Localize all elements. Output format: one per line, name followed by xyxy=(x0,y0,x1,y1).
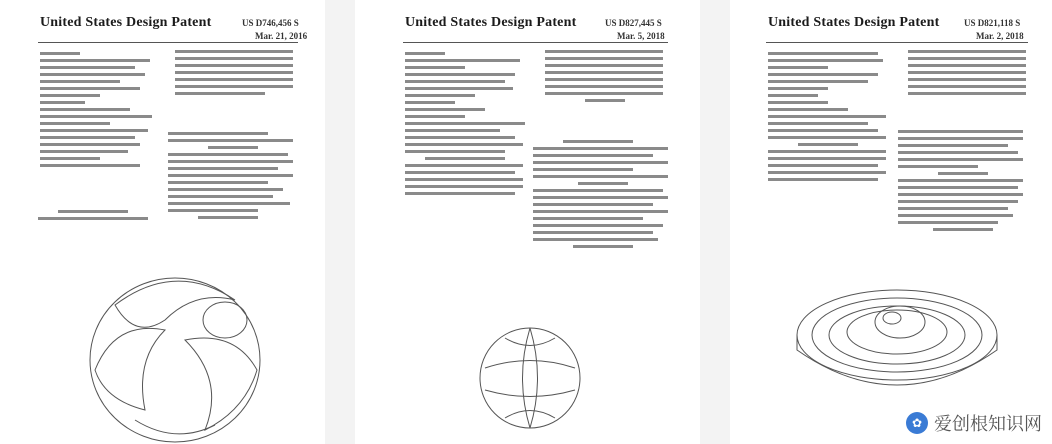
disc-drawing xyxy=(792,280,1002,420)
logo-badge-icon: ✿ xyxy=(906,412,928,434)
left-column-text xyxy=(768,52,893,185)
references-block xyxy=(175,50,295,99)
patent-title: United States Design Patent xyxy=(405,15,577,30)
left-column-text xyxy=(405,52,530,199)
segmented-sphere-drawing xyxy=(475,308,585,438)
watermark xyxy=(906,410,1042,436)
left-column-text xyxy=(40,52,160,171)
patent-page-2 xyxy=(355,0,700,444)
patent-title: United States Design Patent xyxy=(768,15,940,30)
header-rule xyxy=(766,42,1028,43)
header-rule xyxy=(403,42,668,43)
patent-page-1 xyxy=(0,0,325,444)
claim-block xyxy=(898,130,1028,235)
patent-page-3 xyxy=(730,0,1052,444)
page-gap xyxy=(700,0,730,444)
patent-number: US D827,445 S xyxy=(605,18,662,28)
page-gap xyxy=(325,0,355,444)
patent-number: US D821,118 S xyxy=(964,18,1021,28)
patent-date: Mar. 5, 2018 xyxy=(617,31,665,41)
header-rule xyxy=(38,42,298,43)
patent-date: Mar. 2, 2018 xyxy=(976,31,1024,41)
patent-title: United States Design Patent xyxy=(40,15,212,30)
abstract-block xyxy=(38,210,158,224)
patent-date: Mar. 21, 2016 xyxy=(255,31,308,41)
patent-number: US D746,456 S xyxy=(242,18,299,28)
references-block xyxy=(545,50,665,106)
claim-block xyxy=(533,140,673,252)
text-lines xyxy=(40,52,160,167)
references-block xyxy=(908,50,1028,99)
sphere-drawing xyxy=(75,260,275,444)
claim-block xyxy=(168,132,298,223)
watermark-text: 爱创根知识网 xyxy=(934,414,1042,435)
